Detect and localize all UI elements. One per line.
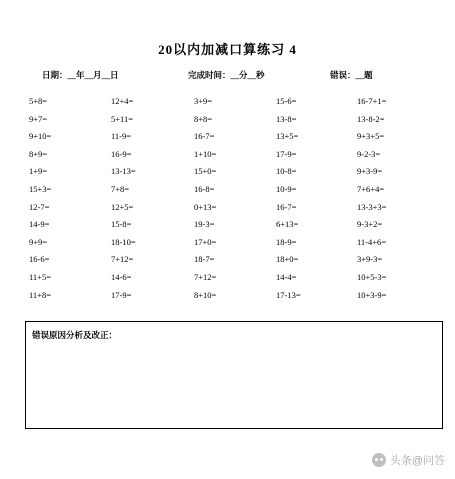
- problem-grid: [0, 96, 455, 306]
- problem-item: 13-8-2=: [357, 114, 385, 124]
- problem-item: 9+3-9=: [357, 166, 383, 176]
- problem-item: 16-7+1=: [357, 96, 387, 106]
- problem-item: 9+10=: [29, 131, 52, 141]
- problem-item: 9+3+5=: [357, 131, 385, 141]
- error-analysis-box: [25, 321, 443, 429]
- problem-item: 8+10=: [194, 290, 217, 300]
- problem-item: 12+5=: [111, 202, 134, 212]
- problem-item: 11+8=: [29, 290, 52, 300]
- problem-item: 14-4=: [276, 272, 297, 282]
- problem-item: 18-10=: [111, 237, 136, 247]
- problem-item: 12-7=: [29, 202, 50, 212]
- problem-item: 16-8=: [194, 184, 215, 194]
- problem-item: 16-9=: [111, 149, 132, 159]
- problem-item: 15-8=: [111, 219, 132, 229]
- problem-item: 17-13=: [276, 290, 301, 300]
- problem-item: 6+13=: [276, 219, 299, 229]
- problem-item: 5+11=: [111, 114, 134, 124]
- problem-item: 14-9=: [29, 219, 50, 229]
- problem-item: 7+12=: [111, 254, 134, 264]
- problem-item: 13-3+3=: [357, 202, 387, 212]
- problem-item: 10+5-3=: [357, 272, 387, 282]
- problem-item: 0+13=: [194, 202, 217, 212]
- error-count-field: 错误：__题: [330, 70, 373, 80]
- completion-time-field: 完成时间：__分__秒: [188, 70, 265, 80]
- problem-item: 15+0=: [194, 166, 217, 176]
- problem-item: 10-9=: [276, 184, 297, 194]
- problem-item: 3+9-3=: [357, 254, 383, 264]
- problem-item: 13+5=: [276, 131, 299, 141]
- problem-item: 12+4=: [111, 96, 134, 106]
- problem-item: 11-4+6=: [357, 237, 387, 247]
- problem-item: 1+10=: [194, 149, 217, 159]
- problem-item: 10-8=: [276, 166, 297, 176]
- problem-item: 15+3=: [29, 184, 52, 194]
- problem-item: 10+3-9=: [357, 290, 387, 300]
- problem-item: 14-6=: [111, 272, 132, 282]
- problem-item: 16-6=: [29, 254, 50, 264]
- problem-item: 17-9=: [276, 149, 297, 159]
- problem-item: 13-13=: [111, 166, 136, 176]
- page-title: 20以内加减口算练习 4: [158, 42, 297, 57]
- problem-item: 16-7=: [276, 202, 297, 212]
- problem-item: 9+7=: [29, 114, 48, 124]
- date-field: 日期：__年__月__日: [42, 70, 119, 80]
- problem-item: 18-9=: [276, 237, 297, 247]
- problem-item: 11+5=: [29, 272, 52, 282]
- problem-item: 17+0=: [194, 237, 217, 247]
- problem-item: 16-7=: [194, 131, 215, 141]
- problem-item: 18+0=: [276, 254, 299, 264]
- problem-item: 7+8=: [111, 184, 130, 194]
- problem-item: 7+6+4=: [357, 184, 385, 194]
- problem-item: 11-9=: [111, 131, 132, 141]
- problem-item: 13-8=: [276, 114, 297, 124]
- problem-item: 5+8=: [29, 96, 48, 106]
- problem-item: 9-3+2=: [357, 219, 383, 229]
- problem-item: 15-6=: [276, 96, 297, 106]
- problem-item: 9+9=: [29, 237, 48, 247]
- problem-item: 1+9=: [29, 166, 48, 176]
- watermark: [372, 452, 445, 468]
- problem-item: 9-2-3=: [357, 149, 381, 159]
- problem-item: 7+12=: [194, 272, 217, 282]
- problem-item: 8+9=: [29, 149, 48, 159]
- error-analysis-label: 错误原因分析及改正：: [32, 330, 118, 340]
- problem-item: 19-3=: [194, 219, 215, 229]
- problem-item: 3+9=: [194, 96, 213, 106]
- problem-item: 8+8=: [194, 114, 213, 124]
- problem-item: 18-7=: [194, 254, 215, 264]
- problem-item: 17-9=: [111, 290, 132, 300]
- watermark-text: 头条@问答: [389, 455, 445, 467]
- chat-bubble-icon: [372, 453, 386, 467]
